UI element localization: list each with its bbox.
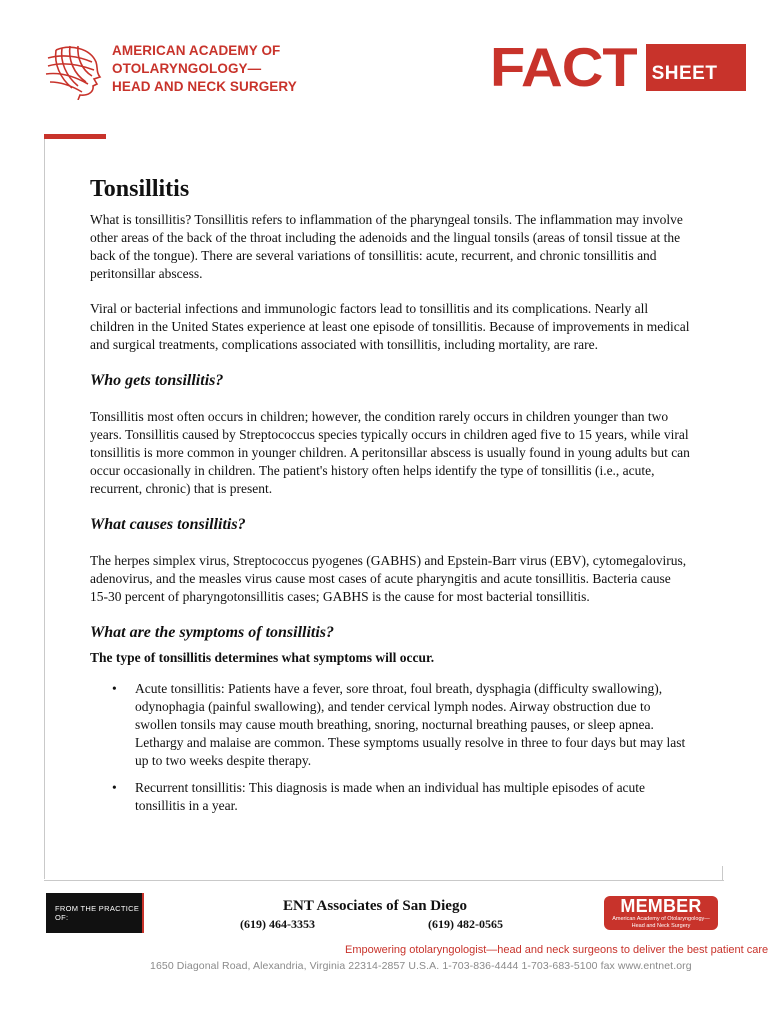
- practice-name: ENT Associates of San Diego: [283, 898, 467, 914]
- header-accent-rule: [44, 134, 106, 139]
- section-heading-causes: What causes tonsillitis?: [90, 516, 246, 533]
- list-item: [90, 680, 690, 770]
- article-title: Tonsillitis: [90, 176, 190, 202]
- bullet-icon: •: [112, 681, 117, 696]
- practice-label-accent: [142, 893, 144, 933]
- member-subtitle: American Academy of Otolaryngology— Head and Neck Surgery: [612, 916, 710, 929]
- member-word: MEMBER: [620, 896, 702, 916]
- org-name-line: HEAD AND NECK SURGERY: [112, 79, 297, 94]
- org-name-line: OTOLARYNGOLOGY—: [112, 61, 262, 76]
- causes-paragraph: The herpes simplex virus, Streptococcus pyogenes (GABHS) and Epstein-Barr virus (EBV), cytomegalovirus, adenovirus, and the measles virus cause most cases of acute pharyngitis and acute tonsillitis. Bacteria cause 15-30 percent of pharyngotonsillitis cases; GABHS is the cause for most bacterial tonsillitis.: [90, 553, 687, 604]
- list-item-text: Recurrent tonsillitis: This diagnosis is made when an individual has multiple episodes of acute tonsillitis in a year.: [135, 780, 646, 813]
- practice-label-box: [46, 893, 144, 933]
- frame-left-border: [44, 139, 45, 879]
- list-item-text: Acute tonsillitis: Patients have a fever, sore throat, foul breath, dysphagia (difficulty swallowing), odynophagia (painful swallowing), and tender cervical lymph nodes. Airway obstruction due to swollen tonsils may cause mouth breathing, snoring, nocturnal breathing pauses, or sleep apnea. Lethargy and malaise are common. These symptoms usually resolve in three to four days but may last up to two weeks despite therapy.: [135, 681, 686, 768]
- list-item: [90, 779, 690, 815]
- org-name-line: AMERICAN ACADEMY OF: [112, 43, 281, 58]
- intro-paragraph: What is tonsillitis? Tonsillitis refers to inflammation of the pharyngeal tonsils. The inflammation may involve other areas of the back of the throat including the adenoids and the lingual tonsils (areas of tonsil tissue at the back of the tongue). There are several variations of tonsillitis: acute, recurrent, and chronic tonsillitis and peritonsillar abscess.: [90, 212, 683, 281]
- bullet-icon: •: [112, 780, 117, 795]
- organization-name: [112, 42, 297, 96]
- frame-right-tick: [722, 866, 723, 881]
- symptoms-list: [90, 680, 690, 815]
- section-heading-who: Who gets tonsillitis?: [90, 372, 224, 389]
- practice-phone: (619) 464-3353: [240, 917, 315, 931]
- practice-phone: (619) 482-0565: [428, 917, 503, 931]
- section-heading-symptoms: What are the symptoms of tonsillitis?: [90, 624, 335, 641]
- article-body: [90, 174, 690, 824]
- footer-tagline: Empowering otolaryngologist—head and neck surgeons to deliver the best patient care: [345, 944, 768, 956]
- who-paragraph: Tonsillitis most often occurs in children; however, the condition rarely occurs in children younger than two years. Tonsillitis caused by Streptococcus species typically occurs in children aged five to 15 years, while viral tonsillitis is more common in younger children. A peritonsillar abscess is usually found in young adults but can occur occasionally in children. The patient's history often helps identify the type of tonsillitis (i.e., acute, recurrent, chronic) that is present.: [90, 409, 690, 496]
- footer-address: 1650 Diagonal Road, Alexandria, Virginia 22314-2857 U.S.A. 1-703-836-4444 1-703-683-5100 fax www.entnet.org: [150, 960, 692, 972]
- member-badge: [604, 896, 718, 930]
- frame-bottom-border: [44, 880, 724, 881]
- symptoms-lead: The type of tonsillitis determines what symptoms will occur.: [90, 650, 435, 665]
- sheet-word: SHEET: [651, 63, 718, 84]
- fact-word: FACT: [490, 36, 637, 98]
- fact-sheet-badge: [490, 36, 746, 98]
- sheet-box: [646, 44, 746, 91]
- head-profile-logo-icon: [44, 44, 104, 100]
- practice-label: FROM THE PRACTICE OF:: [55, 904, 140, 922]
- intro-paragraph: Viral or bacterial infections and immunologic factors lead to tonsillitis and its complications. Nearly all children in the United States experience at least one episode of tonsillitis. Because of improvements in medical and surgical treatments, complications associated with tonsillitis, including mortality, are rare.: [90, 301, 690, 352]
